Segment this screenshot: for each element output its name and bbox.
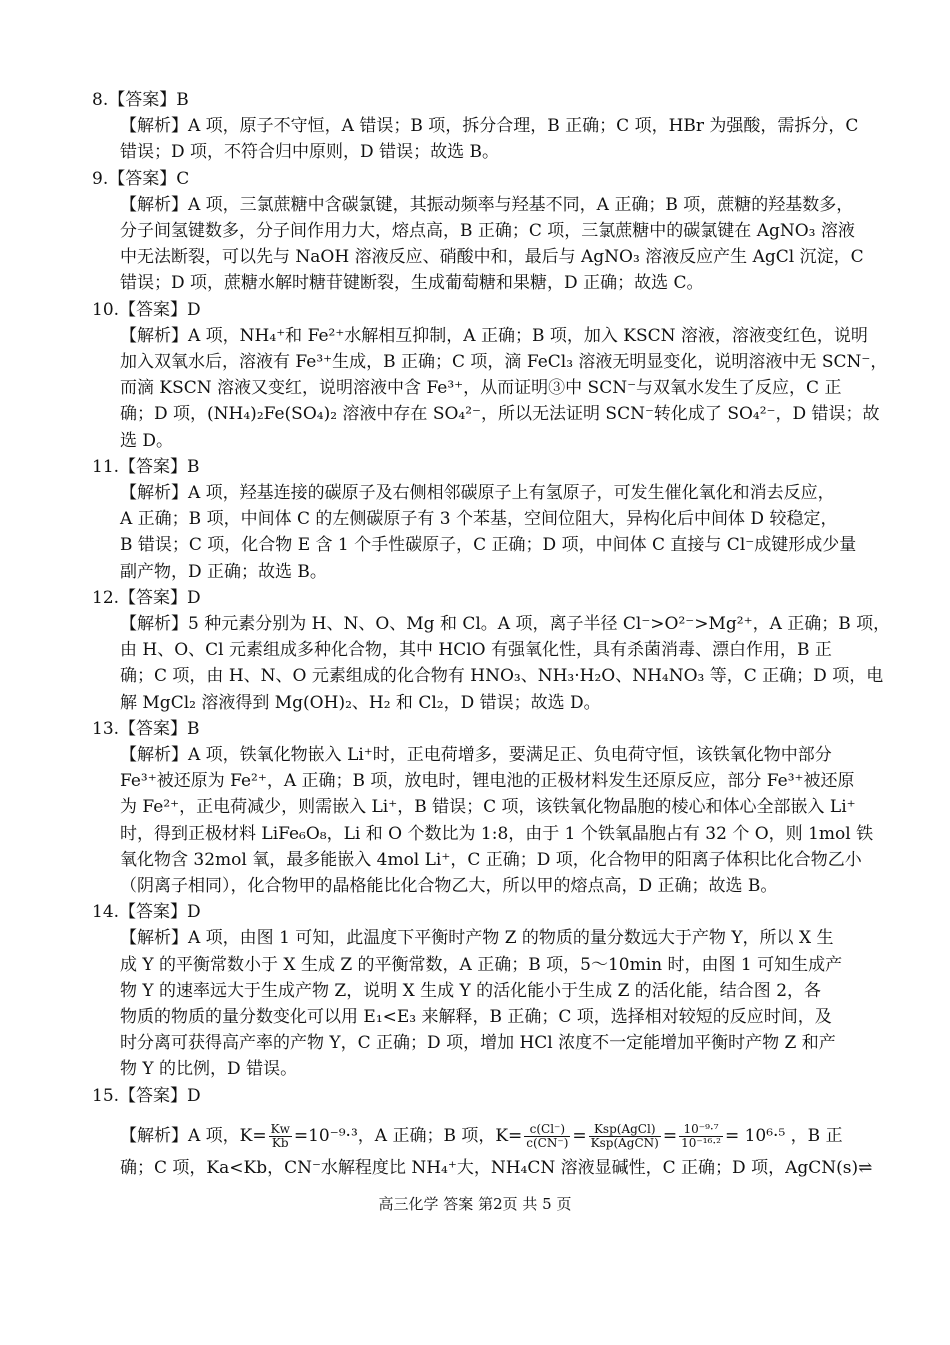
fraction-denominator: Ksp(AgCN) [590,1136,659,1150]
answer-heading: 15.【答案】D [92,1086,201,1106]
fraction-numerator: c(Cl⁻) [524,1123,570,1137]
explanation-line: 物 Y 的比例，D 错误。 [120,1059,298,1079]
q15-text: = [662,1126,678,1146]
explanation-line: B 错误；C 项，化合物 E 含 1 个手性碳原子，C 正确；D 项，中间体 C 直接与 Cl⁻成键形成少量 [120,535,857,555]
explanation-line: 由 H、O、Cl 元素组成多种化合物，其中 HClO 有强氧化性，具有杀菌消毒、漂白作用，B 正 [120,640,832,660]
explanation-line: 分子间氢键数多，分子间作用力大，熔点高，B 正确；C 项，三氯蔗糖中的碳氯键在 AgNO₃ 溶液 [120,221,855,241]
explanation-line: 【解析】A 项，原子不守恒，A 错误；B 项，拆分合理，B 正确；C 项，HBr 为强酸，需拆分，C [120,116,859,136]
q15-text: = [572,1126,587,1146]
fraction-denominator: c(CN⁻) [526,1136,569,1150]
explanation-line: 时，得到正极材料 LiFe₆O₈，Li 和 O 个数比为 1:8，由于 1 个铁氧晶胞占有 32 个 O，则 1mol 铁 [120,824,874,844]
explanation-line: 确；D 项，(NH₄)₂Fe(SO₄)₂ 溶液中存在 SO₄²⁻，所以无法证明 SCN⁻转化成了 SO₄²⁻，D 错误；故 [120,404,880,424]
explanation-line: 解 MgCl₂ 溶液得到 Mg(OH)₂、H₂ 和 Cl₂，D 错误；故选 D。 [120,693,601,713]
explanation-line: 【解析】A 项，三氯蔗糖中含碳氯键，其振动频率与羟基不同，A 正确；B 项，蔗糖的羟基数多， [120,195,854,215]
fraction-cl-cn [524,1123,570,1150]
q15-text: 【解析】A 项，K= [120,1126,267,1146]
explanation-line: 加入双氧水后，溶液有 Fe³⁺生成，B 正确；C 项，滴 FeCl₃ 溶液无明显变化，说明溶液中无 SCN⁻， [120,352,888,372]
q15-text: =10⁻⁹·³，A 正确；B 项，K= [293,1126,523,1146]
explanation-line: 中无法断裂，可以先与 NaOH 溶液反应、硝酸中和，最后与 AgNO₃ 溶液反应产生 AgCl 沉淀，C [120,247,864,267]
q15-text: = 10⁶·⁵ ，B 正 [724,1126,843,1146]
explanation-line: 错误；D 项，蔗糖水解时糖苷键断裂，生成葡萄糖和果糖，D 正确；故选 C。 [120,273,704,293]
answer-heading: 8.【答案】B [92,90,189,110]
explanation-line: 【解析】A 项，羟基连接的碳原子及右侧相邻碳原子上有氢原子，可发生催化氧化和消去反应， [120,483,835,503]
fraction-ksp [589,1123,661,1150]
explanation-line: 副产物，D 正确；故选 B。 [120,562,327,582]
explanation-line: 时分离可获得高产率的产物 Y，C 正确；D 项，增加 HCl 浓度不一定能增加平衡时产物 Z 和产 [120,1033,836,1053]
explanation-line: 【解析】A 项，NH₄⁺和 Fe²⁺水解相互抑制，A 正确；B 项，加入 KSCN 溶液，溶液变红色，说明 [120,326,868,346]
explanation-line: 物 Y 的速率远大于生成产物 Z，说明 X 生成 Y 的活化能小于生成 Z 的活化能，结合图 2，各 [120,981,822,1001]
fraction-denominator: Kb [271,1136,289,1150]
explanation-line: 【解析】5 种元素分别为 H、N、O、Mg 和 Cl。A 项，离子半径 Cl⁻>O²⁻>Mg²⁺，A 正确；B 项， [120,614,891,634]
answer-heading: 12.【答案】D [92,588,201,608]
fraction-denominator: 10⁻¹⁶·² [681,1136,721,1150]
answer-heading: 11.【答案】B [92,457,200,477]
answer-heading: 10.【答案】D [92,300,201,320]
q15-explanation-line-2: 确；C 项，Ka<Kb，CN⁻水解程度比 NH₄⁺大，NH₄CN 溶液显碱性，C 正确；D 项，AgCN(s)⇌ [120,1158,873,1178]
fraction-numerator: Kw [270,1122,290,1136]
explanation-line: 为 Fe²⁺，正电荷减少，则需嵌入 Li⁺，B 错误；C 项，该铁氧化物晶胞的棱心和体心全部嵌入 Li⁺ [120,797,856,817]
explanation-line: 氧化物含 32mol 氧，最多能嵌入 4mol Li⁺，C 正确；D 项，化合物甲的阳离子体积比化合物乙小 [120,850,862,870]
page-footer: 高三化学 答案 第2页 共 5 页 [378,1195,572,1213]
q15-explanation-line-1 [120,1123,843,1150]
fraction-kw-kb [269,1123,292,1150]
explanation-line: 【解析】A 项，由图 1 可知，此温度下平衡时产物 Z 的物质的量分数远大于产物 Y，所以 X 生 [120,928,834,948]
explanation-line: 成 Y 的平衡常数小于 X 生成 Z 的平衡常数，A 正确；B 项，5～10min 时，由图 1 可知生成产 [120,955,843,975]
explanation-line: 错误；D 项，不符合归中原则，D 错误；故选 B。 [120,142,499,162]
explanation-line: 选 D。 [120,431,174,451]
answer-heading: 9.【答案】C [92,169,190,189]
fraction-numerator: Ksp(AgCl) [589,1123,661,1137]
explanation-line: 而滴 KSCN 溶液又变红，说明溶液中含 Fe³⁺，从而证明③中 SCN⁻与双氧水发生了反应，C 正 [120,378,842,398]
explanation-line: （阴离子相同），化合物甲的晶格能比化合物乙大，所以甲的熔点高，D 正确；故选 B。 [120,876,778,896]
answer-heading: 14.【答案】D [92,902,201,922]
fraction-numerator: 10⁻⁹·⁷ [679,1123,723,1137]
answer-heading: 13.【答案】B [92,719,200,739]
fraction-powers [679,1123,723,1150]
explanation-line: Fe³⁺被还原为 Fe²⁺，A 正确；B 项，放电时，锂电池的正极材料发生还原反应，部分 Fe³⁺被还原 [120,771,855,791]
explanation-line: A 正确；B 项，中间体 C 的左侧碳原子有 3 个苯基，空间位阻大，异构化后中间体 D 较稳定， [120,509,838,529]
explanation-line: 【解析】A 项，铁氧化物嵌入 Li⁺时，正电荷增多，要满足正、负电荷守恒，该铁氧化物中部分 [120,745,832,765]
explanation-line: 物质的物质的量分数变化可以用 E₁<E₃ 来解释，B 正确；C 项，选择相对较短的反应时间，及 [120,1007,832,1027]
explanation-line: 确；C 项，由 H、N、O 元素组成的化合物有 HNO₃、NH₃·H₂O、NH₄NO₃ 等，C 正确；D 项，电 [120,666,884,686]
